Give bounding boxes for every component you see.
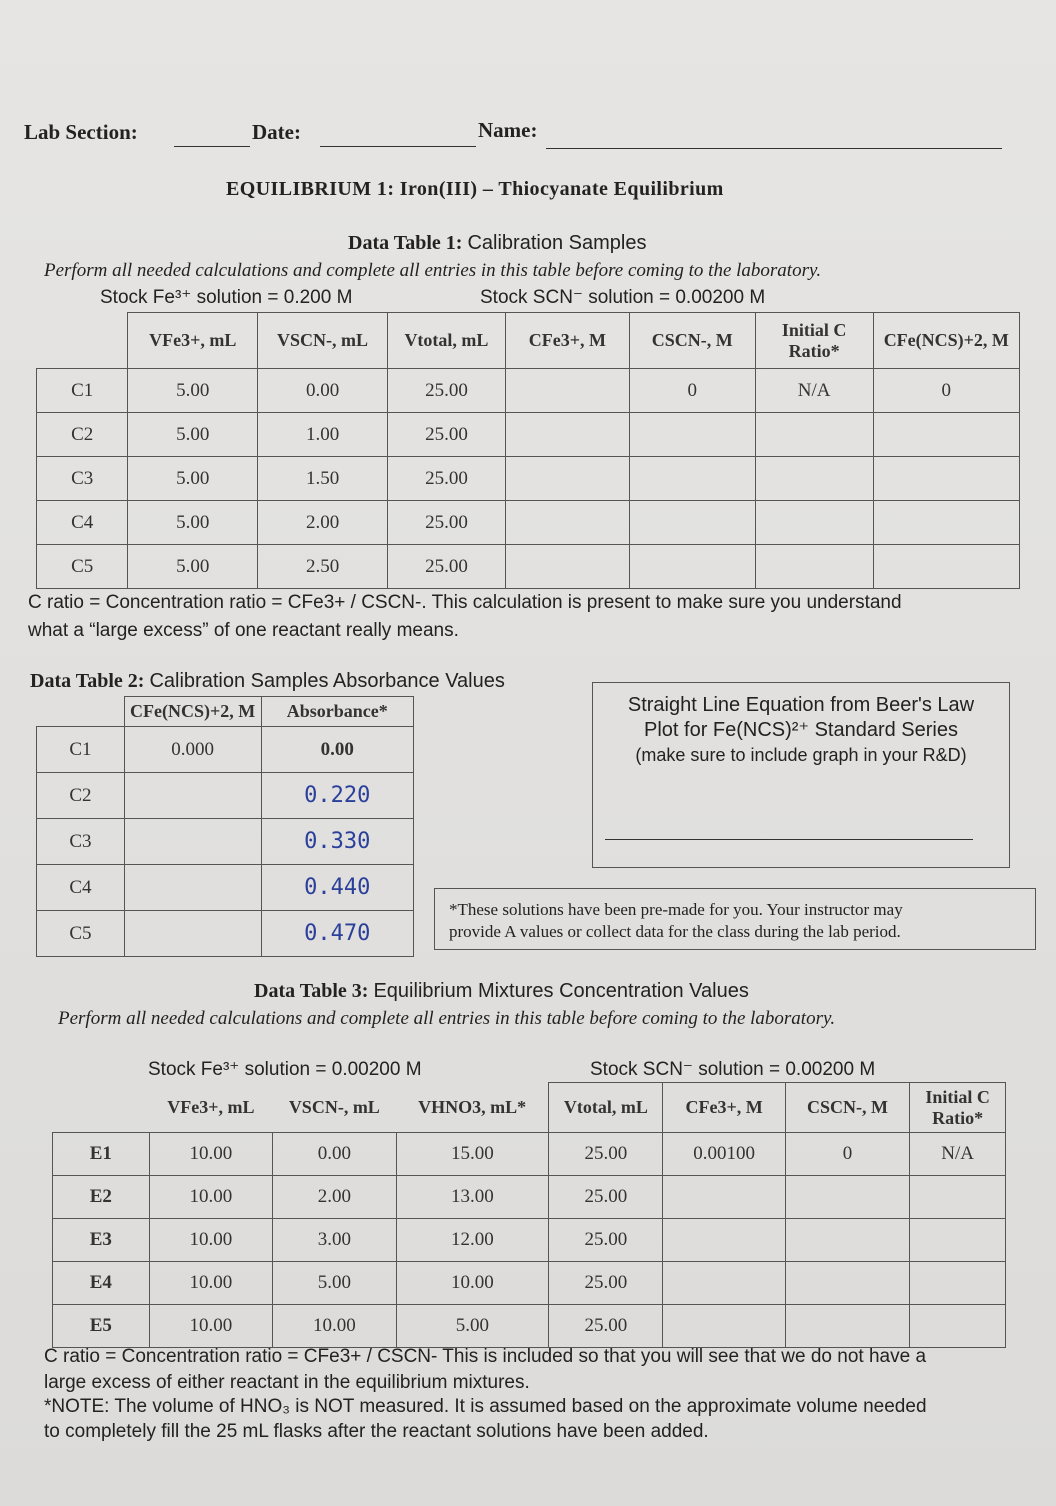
cfe-cell[interactable] — [663, 1176, 785, 1219]
table1-heading: Data Table 1: Calibration Samples — [348, 232, 647, 254]
premade-note-box — [434, 888, 1036, 950]
table-row — [37, 773, 414, 819]
vscn-cell: 5.00 — [273, 1262, 396, 1305]
vtotal-cell: 25.00 — [549, 1262, 663, 1305]
table2-col-cfencs: CFe(NCS)+2, M — [124, 697, 261, 727]
cscn-cell[interactable] — [785, 1305, 909, 1348]
table1-col-cscn: CSCN-, M — [629, 313, 755, 369]
table-row — [37, 413, 1020, 457]
vscn-cell: 1.50 — [258, 457, 388, 501]
table3-col-blank — [53, 1083, 150, 1133]
table1-stock-fe: Stock Fe³⁺ solution = 0.200 M — [100, 287, 353, 308]
ratio-cell[interactable] — [755, 413, 873, 457]
cfe-cell[interactable] — [505, 457, 629, 501]
cscn-cell[interactable] — [629, 457, 755, 501]
name-blank[interactable] — [546, 148, 1002, 149]
table-row — [37, 369, 1020, 413]
beer-law-box — [592, 682, 1010, 868]
vhno3-cell: 5.00 — [396, 1305, 549, 1348]
premade-note-line2: provide A values or collect data for the class during the lab period. — [449, 922, 901, 941]
absorbance-cell[interactable]: 0.220 — [261, 773, 414, 819]
table3-stock-scn: Stock SCN⁻ solution = 0.00200 M — [590, 1059, 876, 1080]
name-label: Name: — [478, 118, 538, 142]
table3-equilibrium — [52, 1082, 1006, 1348]
vfe-cell: 10.00 — [149, 1133, 272, 1176]
beer-box-line3: (make sure to include graph in your R&D) — [635, 745, 967, 765]
cscn-cell[interactable]: 0 — [785, 1133, 909, 1176]
table3-col-vtotal: Vtotal, mL — [549, 1083, 663, 1133]
cfe-cell[interactable] — [663, 1219, 785, 1262]
table1-col-vtotal: Vtotal, mL — [387, 313, 505, 369]
ratio-cell[interactable] — [755, 501, 873, 545]
vtotal-cell: 25.00 — [549, 1133, 663, 1176]
table-row — [37, 911, 414, 957]
table3-col-cscn: CSCN-, M — [785, 1083, 909, 1133]
vtotal-cell: 25.00 — [387, 545, 505, 589]
row-label: C5 — [37, 911, 125, 957]
vfe-cell: 5.00 — [128, 413, 258, 457]
table1-note-line1: C ratio = Concentration ratio = CFe3+ / CSCN-. This calculation is present to make sure you understand — [28, 592, 902, 613]
table-row — [37, 727, 414, 773]
table-row — [37, 545, 1020, 589]
vscn-cell: 1.00 — [258, 413, 388, 457]
vscn-cell: 3.00 — [273, 1219, 396, 1262]
row-label: E3 — [53, 1219, 150, 1262]
cfe-cell[interactable] — [505, 413, 629, 457]
cfencs-cell[interactable] — [873, 501, 1019, 545]
vhno3-cell: 10.00 — [396, 1262, 549, 1305]
table1-note-line2: what a “large excess” of one reactant really means. — [28, 620, 459, 641]
cfencs-cell[interactable] — [124, 819, 261, 865]
table1-header-row — [37, 313, 1020, 369]
table3-note-line2: large excess of either reactant in the equilibrium mixtures. — [44, 1372, 530, 1393]
table1-col-cfencs: CFe(NCS)+2, M — [873, 313, 1019, 369]
cscn-cell[interactable] — [629, 501, 755, 545]
beer-box-line1: Straight Line Equation from Beer's Law — [627, 694, 975, 716]
row-label: C3 — [37, 457, 128, 501]
table1-col-blank — [37, 313, 128, 369]
table3-col-vhno3: VHNO3, mL* — [418, 1096, 527, 1117]
table3-header-row — [53, 1083, 1006, 1133]
table1-stock-scn: Stock SCN⁻ solution = 0.00200 M — [480, 287, 766, 308]
cfencs-cell[interactable] — [873, 413, 1019, 457]
cfencs-cell[interactable] — [124, 773, 261, 819]
cscn-cell[interactable] — [785, 1262, 909, 1305]
table2-col-absorbance: Absorbance* — [261, 697, 414, 727]
vscn-cell: 0.00 — [258, 369, 388, 413]
table-row — [37, 457, 1020, 501]
cfencs-cell[interactable] — [873, 457, 1019, 501]
vfe-cell: 10.00 — [149, 1219, 272, 1262]
premade-note-line1: *These solutions have been pre-made for you. Your instructor may — [449, 900, 903, 919]
lab-section-label: Lab Section: — [24, 120, 138, 144]
table3-note-line1: C ratio = Concentration ratio = CFe3+ / CSCN- This is included so that you will see that we do not have a — [44, 1346, 927, 1367]
row-label: E2 — [53, 1176, 150, 1219]
cfencs-cell[interactable] — [873, 545, 1019, 589]
vtotal-cell: 25.00 — [387, 413, 505, 457]
cscn-cell[interactable] — [785, 1176, 909, 1219]
cfe-cell[interactable] — [663, 1305, 785, 1348]
table3-heading: Data Table 3: Equilibrium Mixtures Concentration Values — [254, 980, 749, 1002]
cscn-cell[interactable] — [629, 413, 755, 457]
vfe-cell: 5.00 — [128, 501, 258, 545]
table3-col-vfe: VFe3+, mL — [167, 1096, 255, 1117]
table3-instruction: Perform all needed calculations and complete all entries in this table before coming to the laboratory. — [58, 1008, 836, 1029]
row-label: C4 — [37, 501, 128, 545]
cfe-cell[interactable] — [505, 369, 629, 413]
table-row — [53, 1305, 1006, 1348]
cfencs-cell[interactable] — [124, 865, 261, 911]
table-row — [53, 1176, 1006, 1219]
beer-box-line2: Plot for Fe(NCS)²⁺ Standard Series — [644, 719, 958, 741]
vhno3-cell: 12.00 — [396, 1219, 549, 1262]
date-label: Date: — [252, 120, 301, 144]
vtotal-cell: 25.00 — [549, 1176, 663, 1219]
table1-calibration — [36, 312, 1020, 589]
table3-col-vscn: VSCN-, mL — [288, 1096, 380, 1117]
absorbance-cell: 0.00 — [261, 727, 414, 773]
row-label: C1 — [37, 369, 128, 413]
table-row — [37, 501, 1020, 545]
cfencs-cell[interactable]: 0 — [873, 369, 1019, 413]
absorbance-cell[interactable]: 0.330 — [261, 819, 414, 865]
vscn-cell: 2.50 — [258, 545, 388, 589]
row-label: E5 — [53, 1305, 150, 1348]
lab-section-blank[interactable] — [174, 146, 250, 147]
ratio-cell[interactable] — [755, 457, 873, 501]
vhno3-cell: 13.00 — [396, 1176, 549, 1219]
vfe-cell: 10.00 — [149, 1176, 272, 1219]
ratio-cell[interactable] — [910, 1262, 1006, 1305]
table1-col-vfe: VFe3+, mL — [128, 313, 258, 369]
row-label: C5 — [37, 545, 128, 589]
vfe-cell: 10.00 — [149, 1305, 272, 1348]
table2-col-blank — [37, 697, 125, 727]
vtotal-cell: 25.00 — [387, 501, 505, 545]
table2-heading: Data Table 2: Calibration Samples Absorbance Values — [30, 670, 505, 692]
table1-col-ratio: Initial C Ratio* — [755, 313, 873, 369]
cfencs-cell[interactable] — [124, 911, 261, 957]
row-label: C2 — [37, 773, 125, 819]
vfe-cell: 5.00 — [128, 369, 258, 413]
equation-blank[interactable] — [605, 839, 973, 840]
row-label: E1 — [53, 1133, 150, 1176]
vscn-cell: 2.00 — [258, 501, 388, 545]
table3-note-line3: *NOTE: The volume of HNO₃ is NOT measured. It is assumed based on the approximate volume needed — [44, 1396, 927, 1417]
row-label: C1 — [37, 727, 125, 773]
vtotal-cell: 25.00 — [387, 457, 505, 501]
cscn-cell[interactable] — [785, 1219, 909, 1262]
ratio-cell[interactable] — [755, 545, 873, 589]
table1-instruction: Perform all needed calculations and complete all entries in this table before coming to the laboratory. — [44, 260, 822, 281]
table2-header-row — [37, 697, 414, 727]
ratio-cell[interactable] — [910, 1305, 1006, 1348]
table1-col-cfe: CFe3+, M — [505, 313, 629, 369]
ratio-cell[interactable]: N/A — [755, 369, 873, 413]
cfe-cell[interactable] — [505, 545, 629, 589]
cscn-cell[interactable] — [629, 545, 755, 589]
vscn-cell: 0.00 — [273, 1133, 396, 1176]
ratio-cell[interactable]: N/A — [910, 1133, 1006, 1176]
vtotal-cell: 25.00 — [549, 1305, 663, 1348]
page-title: EQUILIBRIUM 1: Iron(III) – Thiocyanate Equilibrium — [226, 178, 724, 200]
table-row — [53, 1262, 1006, 1305]
date-blank[interactable] — [320, 146, 476, 147]
table-row — [37, 865, 414, 911]
row-label: E4 — [53, 1262, 150, 1305]
cfencs-cell: 0.000 — [124, 727, 261, 773]
ratio-cell[interactable] — [910, 1176, 1006, 1219]
table3-note-line4: to completely fill the 25 mL flasks after the reactant solutions have been added. — [44, 1421, 709, 1442]
absorbance-cell[interactable]: 0.470 — [261, 911, 414, 957]
table3-stock-fe: Stock Fe³⁺ solution = 0.00200 M — [148, 1059, 422, 1080]
table-row — [53, 1133, 1006, 1176]
table-row — [53, 1219, 1006, 1262]
row-label: C4 — [37, 865, 125, 911]
cfe-cell[interactable]: 0.00100 — [663, 1133, 785, 1176]
cfe-cell[interactable] — [663, 1262, 785, 1305]
vfe-cell: 5.00 — [128, 545, 258, 589]
cfe-cell[interactable] — [505, 501, 629, 545]
table-row — [37, 819, 414, 865]
absorbance-cell[interactable]: 0.440 — [261, 865, 414, 911]
vhno3-cell: 15.00 — [396, 1133, 549, 1176]
row-label: C3 — [37, 819, 125, 865]
cscn-cell[interactable]: 0 — [629, 369, 755, 413]
table3-col-cfe: CFe3+, M — [663, 1083, 785, 1133]
vtotal-cell: 25.00 — [549, 1219, 663, 1262]
vfe-cell: 5.00 — [128, 457, 258, 501]
vscn-cell: 10.00 — [273, 1305, 396, 1348]
vfe-cell: 10.00 — [149, 1262, 272, 1305]
ratio-cell[interactable] — [910, 1219, 1006, 1262]
table2-absorbance — [36, 696, 414, 957]
table3-col-ratio: Initial C Ratio* — [910, 1083, 1006, 1133]
vscn-cell: 2.00 — [273, 1176, 396, 1219]
table1-col-vscn: VSCN-, mL — [258, 313, 388, 369]
row-label: C2 — [37, 413, 128, 457]
vtotal-cell: 25.00 — [387, 369, 505, 413]
